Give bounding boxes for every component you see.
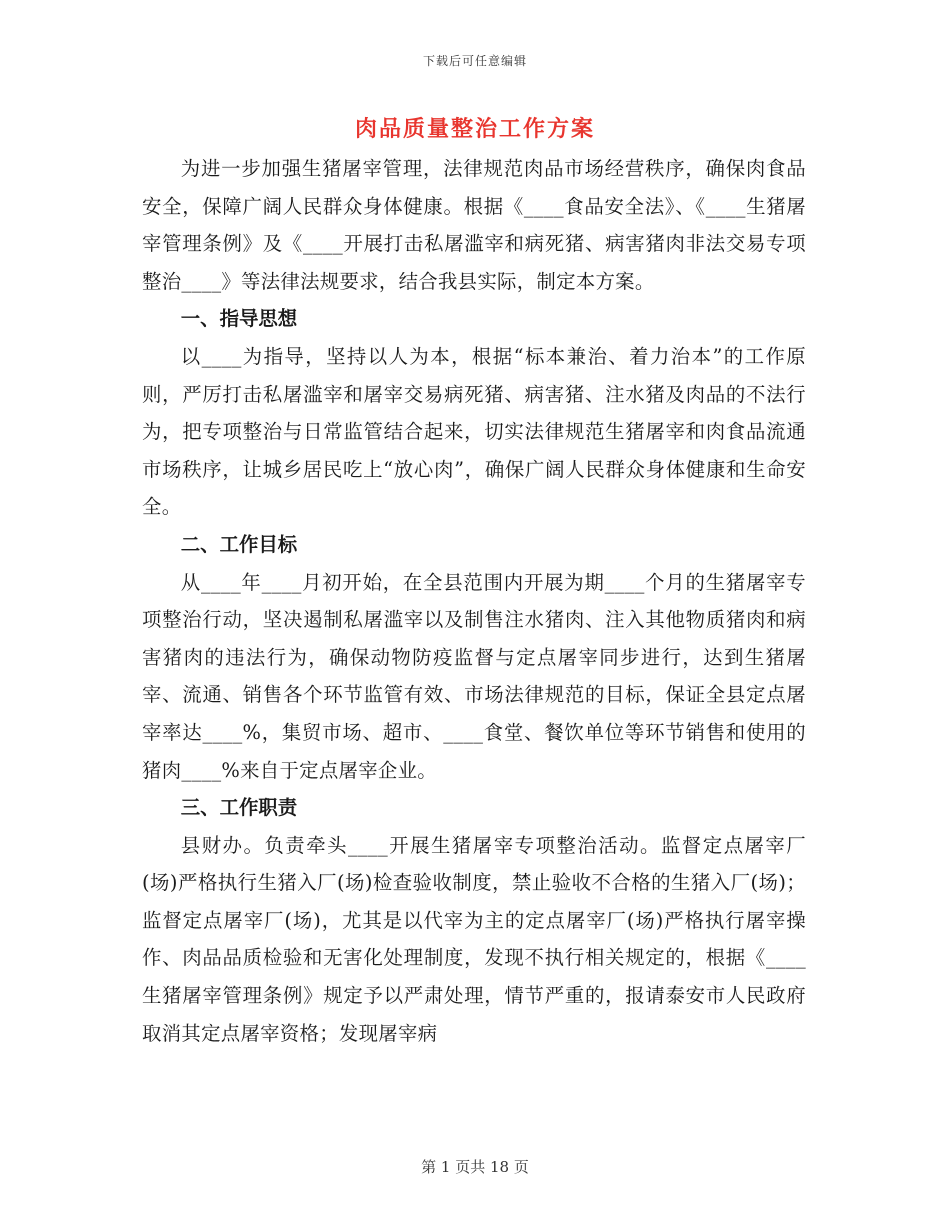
intro-paragraph: 为进一步加强生猪屠宰管理，法律规范肉品市场经营秩序，确保肉食品安全，保障广阔人民群众身体健康。根据《____食品安全法》、《____生猪屠宰管理条例》及《____开展打击私屠滥宰和病死猪、病害猪肉非法交易专项整治____》等法律法规要求，结合我县实际，制定本方案。	[142, 157, 806, 293]
section-heading-guiding-ideology: 一、指导思想	[180, 307, 298, 331]
section-body-guiding-ideology: 以____为指导，坚持以人为本，根据“标本兼治、着力治本”的工作原则，严厉打击私屠滥宰和屠宰交易病死猪、病害猪、注水猪及肉品的不法行为，把专项整治与日常监管结合起来，切实法律规范生猪屠宰和肉食品流通市场秩序，让城乡居民吃上“放心肉”，确保广阔人民群众身体健康和生命安全。	[142, 344, 806, 519]
document-body	[142, 150, 806, 1052]
header-note: 下载后可任意编辑	[422, 54, 527, 68]
section-heading-work-goals: 二、工作目标	[180, 532, 298, 556]
section-heading-work-duties: 三、工作职责	[180, 796, 298, 820]
page-number: 第 1 页共 18 页	[421, 1158, 529, 1176]
document-title: 肉品质量整治工作方案	[354, 116, 595, 142]
section-body-work-goals: 从____年____月初开始，在全县范围内开展为期____个月的生猪屠宰专项整治行动，坚决遏制私屠滥宰以及制售注水猪肉、注入其他物质猪肉和病害猪肉的违法行为，确保动物防疫监督与定点屠宰同步进行，达到生猪屠宰、流通、销售各个环节监管有效、市场法律规范的目标，保证全县定点屠宰率达____%，集贸市场、超市、____食堂、餐饮单位等环节销售和使用的猪肉____%来自于定点屠宰企业。	[142, 570, 806, 782]
section-body-work-duties: 县财办。负责牵头____开展生猪屠宰专项整治活动。监督定点屠宰厂(场)严格执行生猪入厂(场)检查验收制度，禁止验收不合格的生猪入厂(场)；监督定点屠宰厂(场)，尤其是以代宰为主的定点屠宰厂(场)严格执行屠宰操作、肉品品质检验和无害化处理制度，发现不执行相关规定的，根据《____生猪屠宰管理条例》规定予以严肃处理，情节严重的，报请泰安市人民政府取消其定点屠宰资格；发现屠宰病	[142, 833, 806, 1045]
